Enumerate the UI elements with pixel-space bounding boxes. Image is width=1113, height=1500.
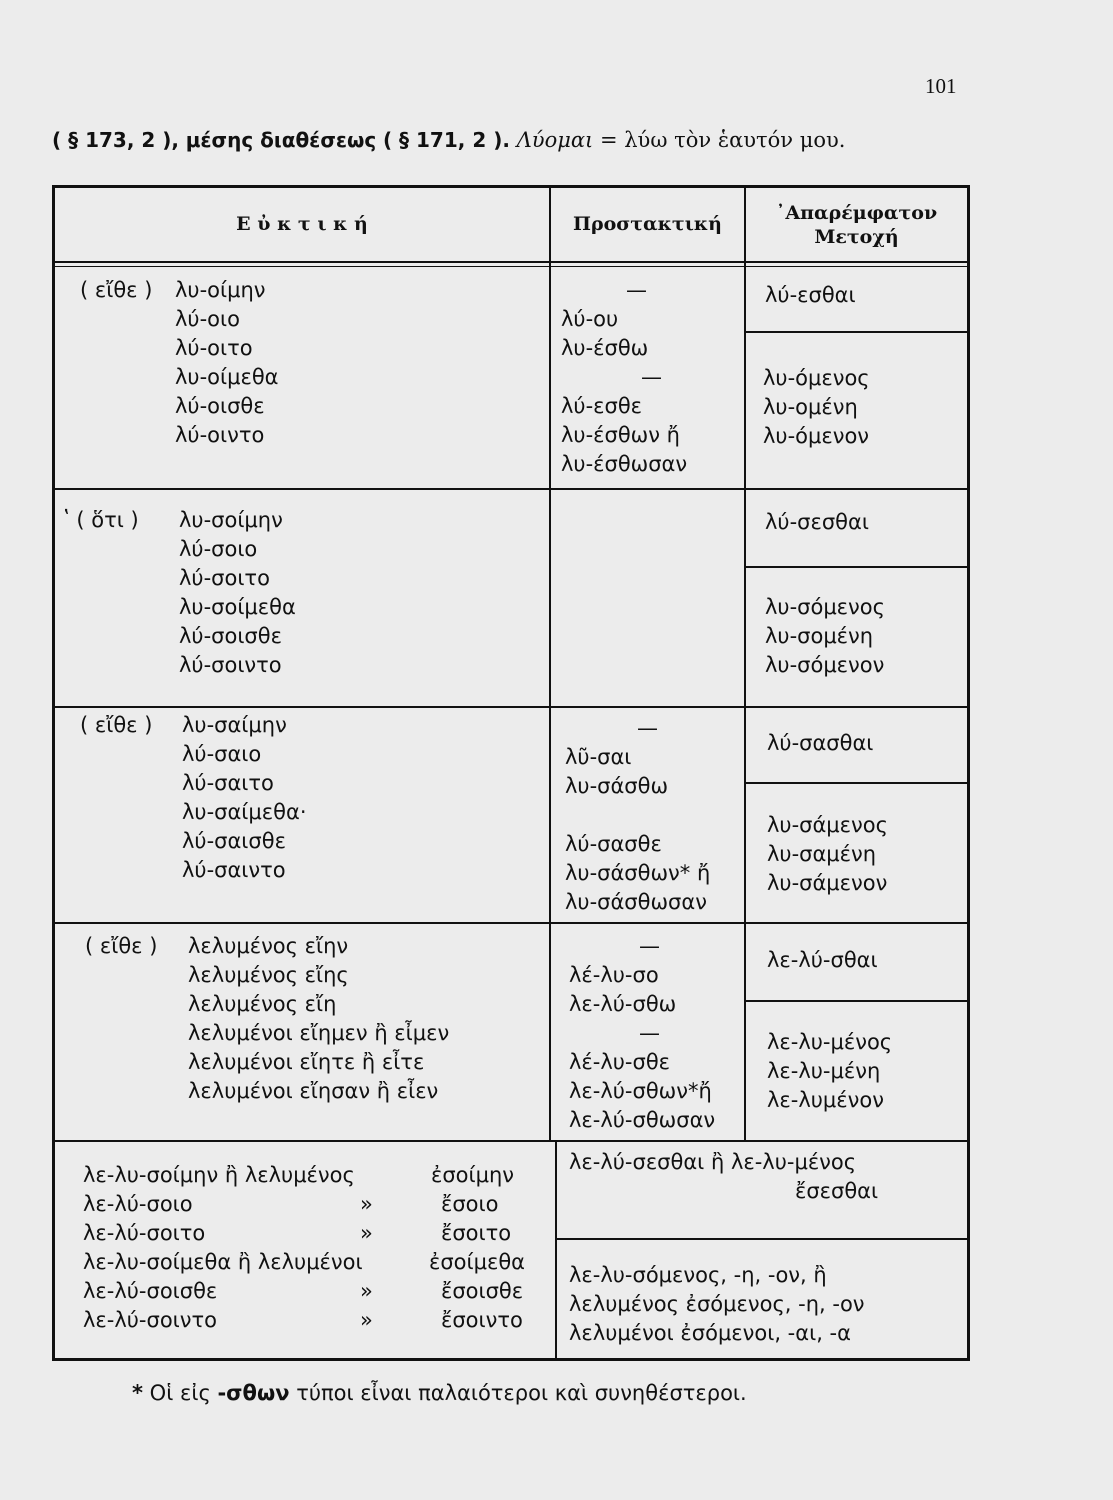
list-item: λύ-οιτο: [175, 336, 253, 360]
list-item: λυ-οίμεθα: [175, 365, 279, 389]
header-rule: [55, 261, 967, 263]
list-item: λυ-σάμενος: [767, 813, 888, 837]
present-optative-list: [175, 276, 279, 450]
conjugation-table: [52, 185, 970, 1361]
present-participle-list: [763, 364, 870, 451]
fut-perf-infinitive: [569, 1148, 878, 1206]
footnote-suffix: -σθων: [217, 1381, 290, 1405]
list-item: λε-λύ-σθωσαν: [569, 1108, 716, 1132]
list-item: λύ-σαιντο: [182, 858, 286, 882]
fut-perf-row-2-form: λε-λύ-σοιο: [83, 1192, 193, 1216]
row-divider-2: [55, 706, 967, 708]
list-item: λελυμένος εἴη: [188, 992, 337, 1016]
present-imperative-list: [561, 276, 687, 479]
page-number: 101: [925, 74, 957, 98]
header-infinitive: ᾿Απαρέμφατον: [775, 202, 938, 224]
heading-italic-word: Λύομαι: [516, 128, 594, 152]
list-item: λύ-εσθε: [561, 394, 643, 418]
list-item: λυ-σοίμεθα: [179, 595, 296, 619]
aorist-particle: ( εἴθε ): [80, 713, 153, 737]
row-divider-4: [55, 1140, 967, 1142]
list-item: λύ-οιο: [175, 307, 240, 331]
list-item: λε-λυ-μένος: [767, 1030, 893, 1054]
list-item: λε-λυ-σόμενος, -η, -ον, ἢ: [569, 1263, 827, 1287]
list-item: λυ-σομένη: [765, 624, 874, 648]
list-item: λύ-σαιο: [182, 742, 262, 766]
row-divider-3: [55, 922, 967, 924]
list-item: λυ-σάσθω: [565, 774, 669, 798]
list-item: λύ-οισθε: [175, 394, 265, 418]
fut-perf-row-2-ditto: »: [360, 1192, 373, 1216]
list-item: λελυμένος εἴην: [188, 934, 349, 958]
inf-part-divider-5: [555, 1238, 967, 1240]
present-particle: ( εἴθε ): [80, 278, 153, 302]
inf-part-divider-2: [744, 566, 967, 568]
list-item: λε-λυμένον: [767, 1088, 884, 1112]
list-item: λύ-σοιο: [179, 537, 258, 561]
row-divider-1: [55, 488, 967, 490]
perfect-particle: ( εἴθε ): [85, 934, 158, 958]
list-item: —: [641, 365, 662, 389]
list-item: λε-λύ-σθω: [569, 992, 677, 1016]
list-item: λυ-σαίμεθα·: [182, 800, 307, 824]
future-optative-list: [179, 506, 296, 680]
list-item: λῦ-σαι: [565, 745, 632, 769]
inf-part-divider-4: [744, 1000, 967, 1002]
list-item: λυ-όμενον: [763, 424, 870, 448]
list-item: λυ-σαίμην: [182, 713, 287, 737]
list-item: λύ-σοισθε: [179, 624, 282, 648]
list-item: λύ-σαισθε: [182, 829, 286, 853]
list-item: —: [639, 934, 660, 958]
perfect-optative-list: [188, 932, 449, 1106]
header-imperative: Προστακτική: [573, 213, 722, 235]
list-item: λυ-σάμενον: [767, 871, 888, 895]
list-item: [565, 801, 710, 830]
heading-ref-1: ( § 173, 2 ),: [52, 128, 179, 152]
list-item: —: [639, 1021, 660, 1045]
fut-perf-infinitive-line-2: ἔσεσθαι: [795, 1179, 879, 1203]
list-item: λυ-έσθων ἤ: [561, 423, 680, 447]
list-item: λελυμένοι εἴησαν ἢ εἶεν: [188, 1079, 439, 1103]
footnote-star: *: [132, 1381, 143, 1405]
list-item: —: [637, 716, 658, 740]
list-item: λύ-σοιτο: [179, 566, 270, 590]
list-item: λυ-όμενος: [763, 366, 870, 390]
header-participle: Μετοχή: [814, 226, 899, 248]
aorist-infinitive: λύ-σασθαι: [767, 731, 874, 755]
header-rule-2: [55, 266, 967, 267]
perfect-participle-list: [767, 1028, 892, 1115]
list-item: λυ-σάσθων* ἤ: [565, 861, 711, 885]
footnote: [132, 1381, 747, 1405]
fut-perf-row-5-aux: ἔσοισθε: [441, 1279, 524, 1303]
list-item: λε-λυ-μένη: [767, 1059, 881, 1083]
list-item: λύ-σοιντο: [179, 653, 282, 677]
heading-definition: = λύω τὸν ἑαυτόν μου.: [599, 128, 846, 152]
footnote-text-2: τύποι εἶναι παλαιότεροι καὶ συνηθέστεροι.: [296, 1381, 747, 1405]
future-particle: ʽ ( ὅτι ): [63, 508, 139, 532]
list-item: λυ-σοίμην: [179, 508, 283, 532]
aorist-optative-list: [182, 711, 307, 885]
header-optative: Ε ὐ κ τ ι κ ή: [236, 213, 368, 235]
list-item: λέ-λυ-σο: [569, 963, 659, 987]
heading-voice: μέσης διαθέσεως: [185, 128, 377, 152]
future-participle-list: [765, 593, 885, 680]
aorist-participle-list: [767, 811, 888, 898]
fut-perf-row-5-ditto: »: [360, 1279, 373, 1303]
perfect-infinitive: λε-λύ-σθαι: [767, 948, 878, 972]
fut-perf-row-3-form: λε-λύ-σοιτο: [83, 1221, 206, 1245]
fut-perf-infinitive-line-1: λε-λύ-σεσθαι ἢ λε-λυ-μένος: [569, 1150, 857, 1174]
fut-perf-row-6-form: λε-λύ-σοιντο: [83, 1308, 217, 1332]
fut-perf-row-1-aux: ἐσοίμην: [431, 1163, 515, 1187]
list-item: λυ-έσθω: [561, 336, 649, 360]
list-item: λελυμένοι ἐσόμενοι, -αι, -α: [569, 1321, 851, 1345]
list-item: λελυμένοι εἴημεν ἢ εἶμεν: [188, 1021, 450, 1045]
list-item: λυ-έσθωσαν: [561, 452, 688, 476]
fut-perf-row-2-aux: ἔσοιο: [441, 1192, 499, 1216]
perfect-imperative-list: [569, 932, 715, 1135]
list-item: λυ-σάσθωσαν: [565, 890, 707, 914]
list-item: λυ-σόμενος: [765, 595, 885, 619]
fut-perf-optative-table: [83, 1161, 551, 1335]
col-divider-3: [555, 1140, 557, 1360]
inf-part-divider-1: [744, 331, 967, 333]
fut-perf-row-5-form: λε-λύ-σοισθε: [83, 1279, 218, 1303]
inf-part-divider-3: [744, 782, 967, 784]
fut-perf-row-3-aux: ἔσοιτο: [441, 1221, 512, 1245]
list-item: —: [626, 278, 647, 302]
list-item: λυ-οίμην: [175, 278, 266, 302]
fut-perf-participle-list: [569, 1261, 865, 1348]
footnote-text-1: Οἱ εἰς: [149, 1381, 211, 1405]
page-heading: [52, 128, 982, 152]
aorist-imperative-list: [565, 714, 710, 917]
future-infinitive: λύ-σεσθαι: [765, 510, 869, 534]
fut-perf-row-1-form: λε-λυ-σοίμην ἢ λελυμένος: [83, 1163, 355, 1187]
fut-perf-row-4-form: λε-λυ-σοίμεθα ἢ λελυμένοι: [83, 1250, 363, 1274]
list-item: λυ-ομένη: [763, 395, 858, 419]
fut-perf-row-4-aux: ἐσοίμεθα: [429, 1250, 526, 1274]
fut-perf-row-6-aux: ἔσοιντο: [441, 1308, 523, 1332]
list-item: λυ-σόμενον: [765, 653, 885, 677]
col-divider-1: [549, 188, 551, 1140]
list-item: λυ-σαμένη: [767, 842, 877, 866]
list-item: λύ-σασθε: [565, 832, 662, 856]
present-infinitive: λύ-εσθαι: [765, 283, 856, 307]
list-item: λέ-λυ-σθε: [569, 1050, 671, 1074]
list-item: λε-λύ-σθων*ἤ: [569, 1079, 712, 1103]
fut-perf-row-3-ditto: »: [360, 1221, 373, 1245]
list-item: λελυμένος εἴης: [188, 963, 349, 987]
list-item: λύ-οιντο: [175, 423, 265, 447]
list-item: λύ-ου: [561, 307, 619, 331]
fut-perf-row-6-ditto: »: [360, 1308, 373, 1332]
heading-ref-2: ( § 171, 2 ).: [382, 128, 510, 152]
list-item: λελυμένος ἐσόμενος, -η, -ον: [569, 1292, 865, 1316]
list-item: λύ-σαιτο: [182, 771, 274, 795]
list-item: λελυμένοι εἴητε ἢ εἶτε: [188, 1050, 425, 1074]
